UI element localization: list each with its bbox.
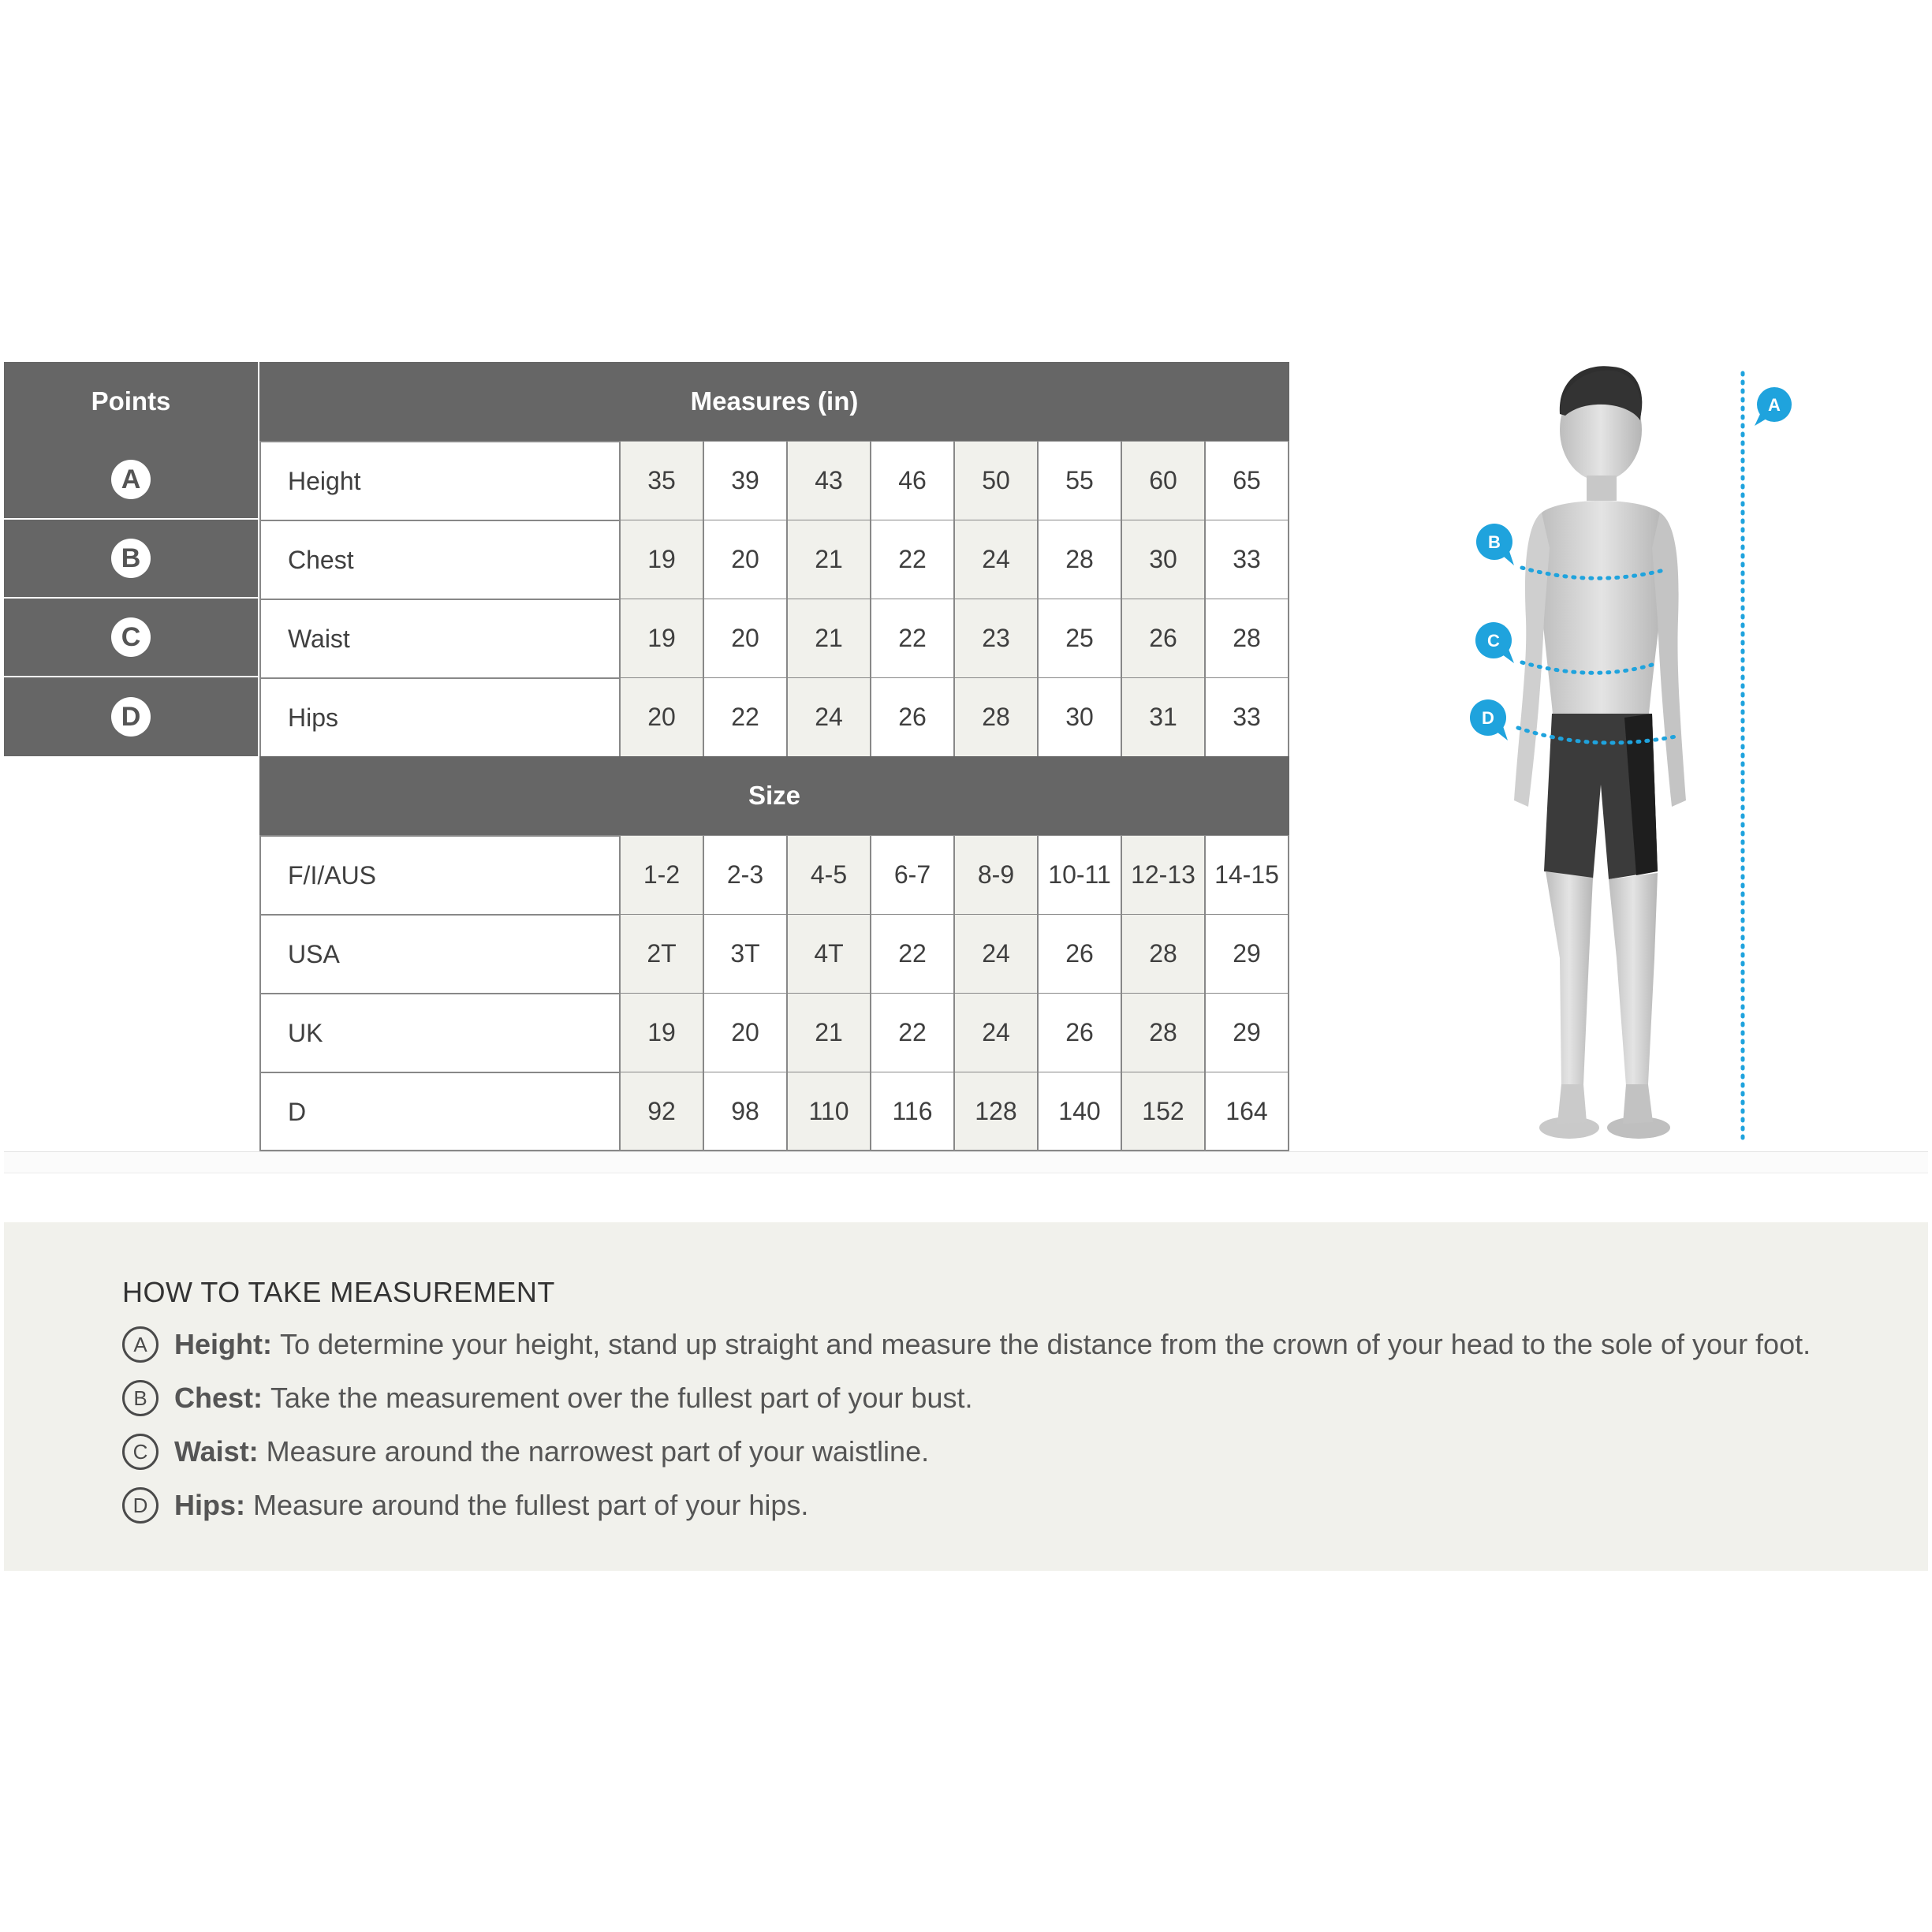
usa-size: 24 bbox=[954, 914, 1038, 993]
instruction-waist bbox=[122, 1434, 929, 1470]
height-value: 60 bbox=[1121, 441, 1205, 520]
fiaus-size: 1-2 bbox=[620, 835, 703, 914]
hips-value: 30 bbox=[1038, 677, 1121, 756]
marker-b-label: B bbox=[1488, 532, 1501, 552]
waist-value: 19 bbox=[620, 599, 703, 677]
row-label-fiaus: F/I/AUS bbox=[259, 835, 620, 914]
usa-size: 28 bbox=[1121, 914, 1205, 993]
d-size: 128 bbox=[954, 1072, 1038, 1151]
point-cell-b bbox=[4, 520, 258, 599]
height-value: 55 bbox=[1038, 441, 1121, 520]
measurement-instructions-panel bbox=[4, 1222, 1928, 1571]
instruction-badge-c: C bbox=[122, 1434, 159, 1470]
height-value: 43 bbox=[787, 441, 871, 520]
marker-d-label: D bbox=[1482, 708, 1494, 728]
chest-value: 33 bbox=[1205, 520, 1289, 599]
instruction-badge-d: D bbox=[122, 1487, 159, 1524]
size-header: Size bbox=[259, 756, 1289, 835]
point-cell-c bbox=[4, 599, 258, 677]
marker-c-icon bbox=[1475, 622, 1514, 663]
section-divider bbox=[4, 1151, 1928, 1173]
fiaus-size: 8-9 bbox=[954, 835, 1038, 914]
waist-value: 28 bbox=[1205, 599, 1289, 677]
waist-value: 26 bbox=[1121, 599, 1205, 677]
hips-value: 31 bbox=[1121, 677, 1205, 756]
height-value: 39 bbox=[703, 441, 787, 520]
instruction-height bbox=[122, 1326, 1811, 1363]
row-label-waist: Waist bbox=[259, 599, 620, 677]
marker-c-label: C bbox=[1487, 631, 1500, 651]
usa-size: 22 bbox=[871, 914, 954, 993]
usa-size: 4T bbox=[787, 914, 871, 993]
waist-value: 21 bbox=[787, 599, 871, 677]
d-size: 116 bbox=[871, 1072, 954, 1151]
instruction-chest bbox=[122, 1380, 972, 1416]
measures-header: Measures (in) bbox=[259, 362, 1289, 441]
chest-value: 30 bbox=[1121, 520, 1205, 599]
row-label-hips: Hips bbox=[259, 677, 620, 756]
usa-size: 2T bbox=[620, 914, 703, 993]
child-silhouette bbox=[1514, 366, 1686, 1139]
point-badge-c: C bbox=[111, 617, 151, 657]
body-measurement-figure bbox=[1451, 359, 1814, 1151]
height-value: 50 bbox=[954, 441, 1038, 520]
instruction-text: Measure around the fullest part of your hips. bbox=[253, 1489, 809, 1521]
fiaus-size: 14-15 bbox=[1205, 835, 1289, 914]
hips-value: 26 bbox=[871, 677, 954, 756]
d-size: 92 bbox=[620, 1072, 703, 1151]
child-figure-illustration bbox=[1451, 359, 1814, 1151]
hips-value: 28 bbox=[954, 677, 1038, 756]
instruction-text: Measure around the narrowest part of your waistline. bbox=[266, 1435, 930, 1468]
point-badge-a: A bbox=[111, 460, 151, 499]
instruction-badge-b: B bbox=[122, 1380, 159, 1416]
chest-value: 20 bbox=[703, 520, 787, 599]
height-value: 65 bbox=[1205, 441, 1289, 520]
uk-size: 24 bbox=[954, 993, 1038, 1072]
row-label-uk: UK bbox=[259, 993, 620, 1072]
d-size: 110 bbox=[787, 1072, 871, 1151]
instruction-badge-a: A bbox=[122, 1326, 159, 1363]
height-value: 35 bbox=[620, 441, 703, 520]
uk-size: 19 bbox=[620, 993, 703, 1072]
chest-value: 22 bbox=[871, 520, 954, 599]
d-size: 152 bbox=[1121, 1072, 1205, 1151]
d-size: 140 bbox=[1038, 1072, 1121, 1151]
instruction-term: Hips: bbox=[174, 1489, 245, 1521]
hips-value: 24 bbox=[787, 677, 871, 756]
marker-b-icon bbox=[1476, 524, 1514, 565]
instruction-term: Waist: bbox=[174, 1435, 259, 1468]
row-label-height: Height bbox=[259, 441, 620, 520]
instruction-term: Height: bbox=[174, 1328, 272, 1360]
uk-size: 29 bbox=[1205, 993, 1289, 1072]
size-chart-table bbox=[4, 362, 1289, 1151]
chest-value: 24 bbox=[954, 520, 1038, 599]
instructions-title: HOW TO TAKE MEASUREMENT bbox=[122, 1276, 555, 1308]
hips-value: 33 bbox=[1205, 677, 1289, 756]
marker-d-icon bbox=[1470, 699, 1508, 740]
waist-value: 25 bbox=[1038, 599, 1121, 677]
waist-value: 20 bbox=[703, 599, 787, 677]
usa-size: 26 bbox=[1038, 914, 1121, 993]
instruction-hips bbox=[122, 1487, 808, 1524]
instruction-term: Chest: bbox=[174, 1382, 263, 1414]
d-size: 98 bbox=[703, 1072, 787, 1151]
fiaus-size: 4-5 bbox=[787, 835, 871, 914]
row-label-usa: USA bbox=[259, 914, 620, 993]
uk-size: 22 bbox=[871, 993, 954, 1072]
usa-size: 29 bbox=[1205, 914, 1289, 993]
point-cell-a bbox=[4, 441, 258, 520]
fiaus-size: 10-11 bbox=[1038, 835, 1121, 914]
point-cell-d bbox=[4, 677, 258, 756]
uk-size: 28 bbox=[1121, 993, 1205, 1072]
d-size: 164 bbox=[1205, 1072, 1289, 1151]
hips-value: 22 bbox=[703, 677, 787, 756]
instruction-text: Take the measurement over the fullest part of your bust. bbox=[270, 1382, 973, 1414]
marker-a-icon bbox=[1755, 387, 1792, 426]
row-label-d: D bbox=[259, 1072, 620, 1151]
usa-size: 3T bbox=[703, 914, 787, 993]
marker-a-label: A bbox=[1768, 395, 1781, 415]
point-badge-d: D bbox=[111, 697, 151, 737]
height-value: 46 bbox=[871, 441, 954, 520]
uk-size: 21 bbox=[787, 993, 871, 1072]
fiaus-size: 6-7 bbox=[871, 835, 954, 914]
fiaus-size: 2-3 bbox=[703, 835, 787, 914]
row-label-chest: Chest bbox=[259, 520, 620, 599]
fiaus-size: 12-13 bbox=[1121, 835, 1205, 914]
chest-value: 28 bbox=[1038, 520, 1121, 599]
chest-value: 21 bbox=[787, 520, 871, 599]
uk-size: 26 bbox=[1038, 993, 1121, 1072]
chest-value: 19 bbox=[620, 520, 703, 599]
points-header: Points bbox=[4, 362, 258, 441]
point-badge-b: B bbox=[111, 539, 151, 578]
waist-value: 23 bbox=[954, 599, 1038, 677]
instruction-text: To determine your height, stand up straight and measure the distance from the crown of your head to the sole of your foot. bbox=[279, 1328, 1811, 1360]
waist-value: 22 bbox=[871, 599, 954, 677]
uk-size: 20 bbox=[703, 993, 787, 1072]
hips-value: 20 bbox=[620, 677, 703, 756]
